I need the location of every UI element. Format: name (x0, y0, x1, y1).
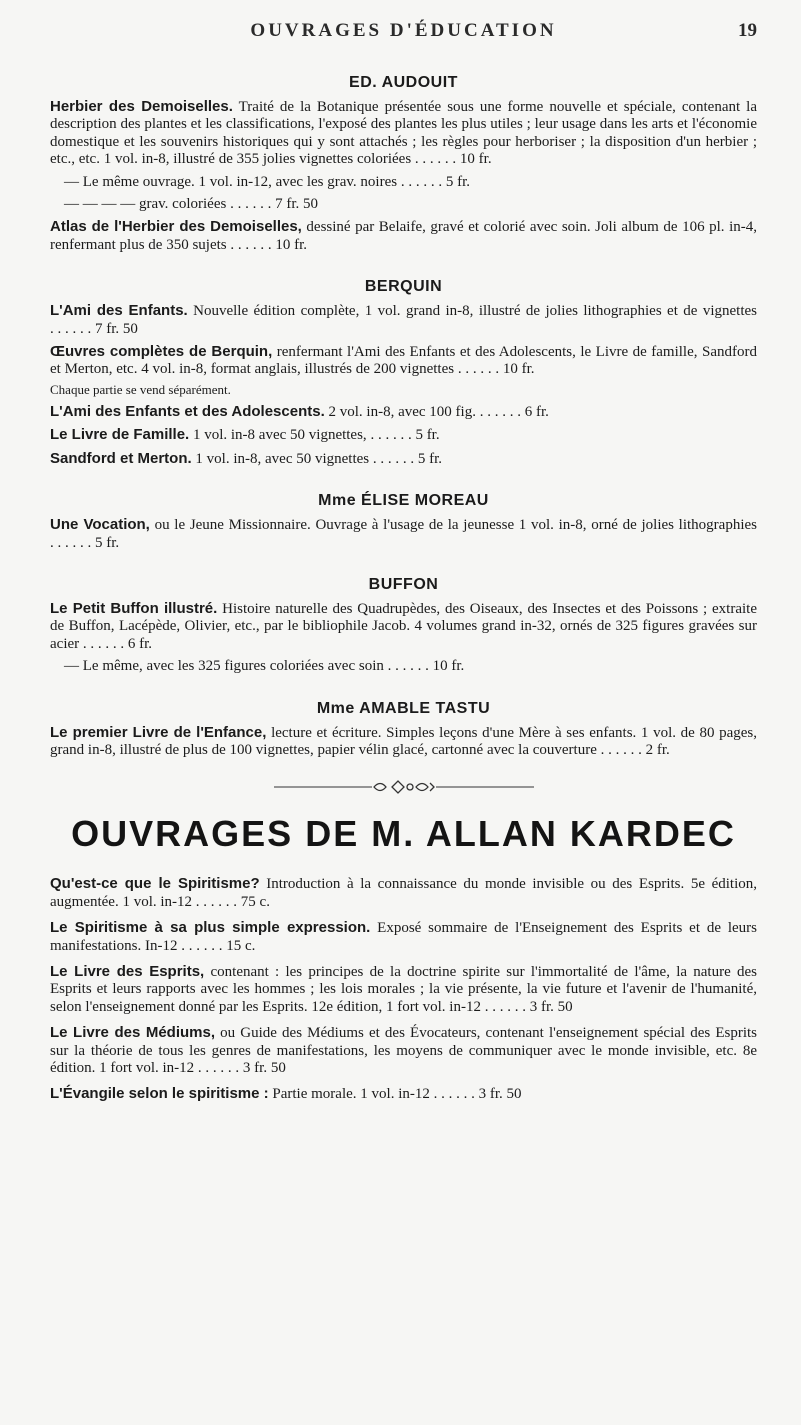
catalog-entry (50, 343, 757, 379)
entry-price: 2 fr. (645, 741, 670, 758)
ornament-icon (274, 779, 534, 795)
entry-description: — Le même, avec les 325 figures coloriées avec soin (64, 658, 384, 675)
entry-title: L'Ami des Enfants. (50, 302, 188, 320)
leader-dots: . . . . . . (50, 534, 95, 551)
entry-price: 3 fr. 50 (242, 1060, 286, 1076)
entry-description: — — — — grav. coloriées (64, 196, 227, 213)
entry-description: Introduction à la connaissance du monde invisible ou des Esprits. 5e édition, augmentée. 1 vol. in-12 (50, 876, 757, 910)
catalog-entry (50, 302, 757, 338)
section-berquin (50, 278, 757, 468)
page-number: 19 (738, 20, 757, 41)
catalog-entry (50, 426, 757, 444)
entry-description: Nouvelle édition complète, 1 vol. grand in-8, illustré de jolies lithographies et de vignettes (193, 303, 758, 320)
entry-description: ou Guide des Médiums et des Évocateurs, contenant l'enseignement spécial des Esprits sur la théorie de tous les genres de manifestations, les moyens de communiquer avec le monde invisible, etc. 8e édition. 1 fort vol. in-12 (50, 1025, 757, 1076)
catalog-note: Chaque partie se vend séparément. (50, 381, 231, 397)
catalog-entry (50, 600, 757, 653)
entry-description: lecture et écriture. Simples leçons d'une Mère à ses enfants. 1 vol. de 80 pages, grand in-8, illustré de plus de 100 vignettes, papier vélin glacé, cartonné avec la couverture (50, 724, 758, 758)
entry-title: Une Vocation, (50, 516, 150, 534)
leader-dots: . . . . . . (177, 937, 227, 954)
section-audouit (50, 74, 757, 254)
catalog-entry (50, 1085, 757, 1103)
entry-description: ou le Jeune Missionnaire. Ouvrage à l'usage de la jeunesse 1 vol. in-8, orné de jolies lithographies (154, 517, 758, 534)
entry-title: Qu'est-ce que le Spiritisme? (50, 875, 260, 893)
leader-dots: . . . . . . (226, 196, 276, 213)
leader-dots: . . . . . . (226, 236, 276, 253)
catalog-entry (50, 196, 757, 213)
leader-dots: . . . . . . (369, 450, 418, 467)
leader-dots: . . . . . . (366, 427, 416, 444)
entry-price: 10 fr. (432, 658, 465, 675)
catalog-entry (50, 1024, 757, 1077)
catalog-entry (50, 450, 757, 468)
entry-title: Sandford et Merton. (50, 449, 192, 467)
catalog-entry (50, 403, 757, 421)
entry-price: 6 fr. (524, 403, 549, 420)
entry-title: Le premier Livre de l'Enfance, (50, 723, 267, 741)
entry-description: — Le même ouvrage. 1 vol. in-12, avec les grav. noires (64, 173, 398, 190)
leader-dots: . . . . . . (194, 1060, 243, 1076)
leader-dots: . . . . . . (79, 635, 128, 652)
entry-price: 10 fr. (275, 236, 308, 253)
leader-dots: . . . . . . (475, 403, 525, 420)
leader-dots: . . . . . . (383, 658, 433, 675)
catalog-entry (50, 724, 757, 760)
catalog-entry (50, 919, 757, 955)
entry-title: Le Livre de Famille. (50, 426, 190, 444)
entry-title: Le Livre des Esprits, (50, 962, 205, 980)
section-title-kardec: OUVRAGES DE M. ALLAN KARDEC (71, 813, 736, 855)
author-heading: Mme ÉLISE MOREAU (318, 492, 489, 510)
catalog-entry (50, 218, 757, 254)
catalog-entry (50, 98, 757, 169)
leader-dots: . . . . . . (50, 320, 95, 337)
entry-price: 3 fr. 50 (529, 998, 573, 1015)
catalog-entry (50, 174, 757, 191)
section-kardec (50, 875, 757, 1103)
entry-price: 15 c. (226, 937, 256, 954)
entry-price: 5 fr. (417, 450, 443, 467)
section-moreau (50, 492, 757, 552)
entry-title: Herbier des Demoiselles. (50, 98, 233, 115)
entry-description: 1 vol. in-8 avec 50 vignettes, (192, 427, 367, 444)
entry-description: contenant : les principes de la doctrine spirite sur l'immortalité de l'âme, la nature des Esprits et leurs rapports avec les hommes ; les lois morales ; la vie présente, la vie future et l'avenir de l'humanité, selon l'enseignement donné par les Esprits. 12e édition, 1 fort vol. in-12 (50, 963, 757, 1015)
entry-price: 5 fr. (415, 427, 440, 444)
leader-dots: . . . . . . (411, 151, 460, 168)
entry-price: 75 c. (240, 893, 270, 910)
catalog-entry (50, 516, 757, 552)
entry-title: L'Évangile selon le spiritisme : (50, 1085, 269, 1103)
entry-title: Œuvres complètes de Berquin, (50, 343, 273, 361)
leader-dots: . . . . . . (454, 361, 503, 378)
entry-description: Partie morale. 1 vol. in-12 (272, 1086, 430, 1103)
entry-description: renfermant l'Ami des Enfants et des Adolescents, le Livre de famille, Sandford et Merton, etc. 4 vol. in-8, format anglais, illustrés de 200 vignettes (50, 344, 757, 378)
entry-title: Le Livre des Médiums, (50, 1024, 216, 1042)
entry-description: 1 vol. in-8, avec 50 vignettes (195, 450, 370, 467)
entry-price: 5 fr. (95, 534, 120, 551)
ornament-divider (50, 777, 757, 793)
leader-dots: . . . . . . (192, 893, 241, 910)
catalog-entry (50, 963, 757, 1016)
author-heading: BUFFON (368, 575, 439, 593)
entry-description: dessiné par Belaife, gravé et colorié avec soin. Joli album de 106 pl. in-4, renfermant plus de 350 sujets (50, 219, 758, 253)
entry-title: Le Petit Buffon illustré. (50, 599, 218, 617)
entry-description: Traité de la Botanique présentée sous une forme nouvelle et spéciale, contenant la description des plantes et les classifications, l'exposé des plantes les plus utiles ; leur usage dans les arts et l'économie domestique et les souvenirs historiques qui y sont attachés ; les règles pour herboriser ; la disposition d'un herbier ; etc., etc. 1 vol. in-8, illustré de 355 jolies vignettes coloriées (50, 99, 757, 168)
entry-price: 6 fr. (127, 635, 153, 652)
entry-price: 3 fr. 50 (478, 1086, 522, 1103)
entry-title: L'Ami des Enfants et des Adolescents. (50, 402, 325, 420)
catalog-entry (50, 875, 757, 911)
entry-description: 2 vol. in-8, avec 100 fig. (328, 403, 476, 420)
section-tastu (50, 700, 757, 760)
author-heading: Mme AMABLE TASTU (316, 699, 491, 717)
catalog-entry (50, 658, 757, 675)
leader-dots: . . . . . . (596, 741, 646, 758)
leader-dots: . . . . . . (397, 173, 446, 190)
author-heading: BERQUIN (364, 278, 443, 296)
section-buffon (50, 576, 757, 676)
entry-price: 5 fr. (445, 173, 471, 190)
leader-dots: . . . . . . (480, 998, 530, 1015)
entry-title: Atlas de l'Herbier des Demoiselles, (50, 218, 302, 236)
running-head (50, 10, 757, 50)
leader-dots: . . . . . . (429, 1086, 479, 1103)
author-heading: ED. AUDOUIT (349, 74, 458, 91)
running-title: OUVRAGES D'ÉDUCATION (250, 20, 557, 41)
entry-price: 7 fr. 50 (275, 196, 318, 213)
entry-description: Exposé sommaire de l'Enseignement des Esprits et de leurs manifestations. In-12 (50, 920, 757, 954)
entry-price: 10 fr. (502, 361, 535, 378)
catalog-sections (50, 74, 757, 1104)
entry-title: Le Spiritisme à sa plus simple expression. (50, 919, 371, 937)
entry-price: 7 fr. 50 (95, 320, 138, 337)
entry-price: 10 fr. (459, 151, 492, 168)
entry-description: Histoire naturelle des Quadrupèdes, des Oiseaux, des Insectes et des Poissons ; extraite de Buffon, Lacépède, Olivier, etc., par le bibliophile Jacob. 4 volumes grand in-32, ornés de 325 figures gravées sur acier (50, 600, 757, 652)
